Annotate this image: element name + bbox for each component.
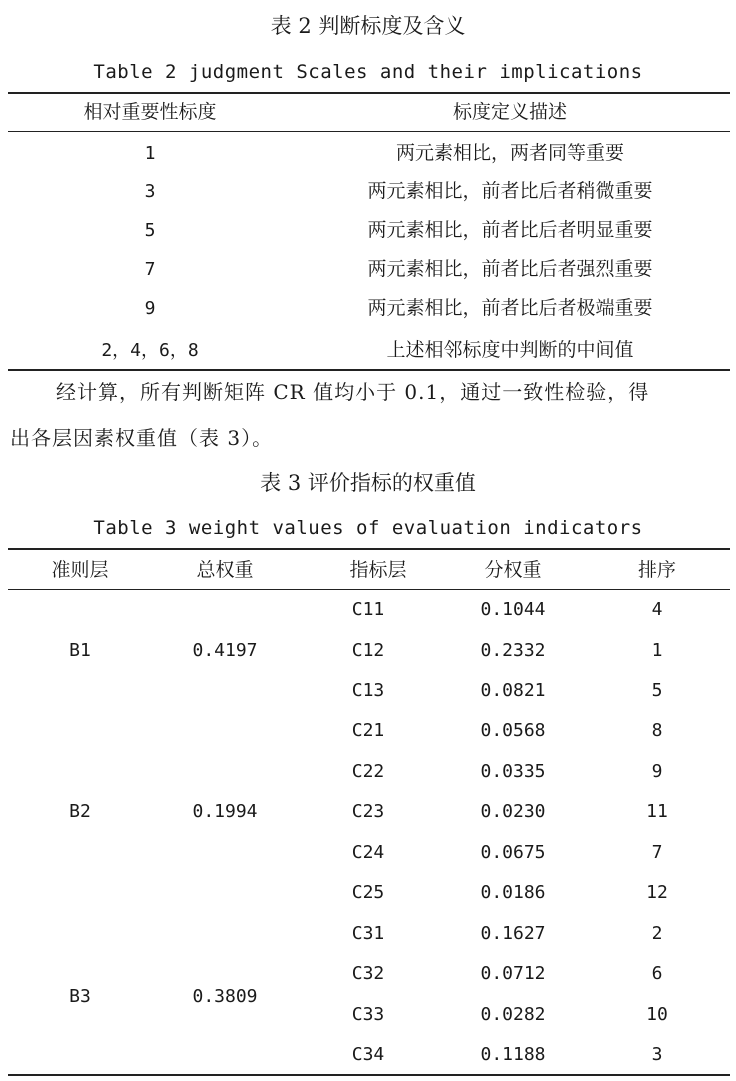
body-paragraph-line-2: 出各层因素权重值（表 3）。 (10, 426, 274, 450)
table3-criterion-cell: B3 (69, 986, 91, 1007)
table3-rank-cell: 2 (651, 923, 663, 944)
table3-indicator-cell: C31 (351, 923, 385, 944)
table3-indicator-cell: C33 (351, 1004, 385, 1025)
table3-indicator-cell: C32 (351, 963, 385, 984)
table3-sub-weight-cell: 0.0675 (480, 842, 546, 863)
table3-indicator-cell: C11 (351, 599, 385, 620)
table3-indicator-cell: C24 (351, 842, 385, 863)
table3-indicator-cell: C34 (351, 1044, 385, 1065)
table3-criterion-cell: B2 (69, 801, 91, 822)
table3-indicator-cell: C25 (351, 882, 385, 903)
table3-rank-cell: 1 (651, 640, 663, 661)
table3-sub-weight-cell: 0.1627 (480, 923, 546, 944)
table3-rank-cell: 4 (651, 599, 663, 620)
table3-sub-weight-cell: 0.1044 (480, 599, 546, 620)
table2-row-scale: 1 (144, 143, 156, 164)
table3-header-criterion: 准则层 (51, 559, 109, 581)
table3-sub-weight-cell: 0.0712 (480, 963, 546, 984)
table2-row-scale: 2，4，6，8 (101, 340, 199, 361)
table2-row-scale: 9 (144, 298, 156, 319)
table3-header-total-weight: 总权重 (196, 559, 254, 581)
table3-header-rule (8, 589, 730, 590)
table2-row-definition: 两元素相比，两者同等重要 (395, 142, 624, 164)
table2-row-definition: 两元素相比，前者比后者极端重要 (367, 297, 653, 319)
table3-indicator-cell: C23 (351, 801, 385, 822)
table3-sub-weight-cell: 0.1188 (480, 1044, 546, 1065)
table3-header-indicator: 指标层 (349, 559, 407, 581)
table2-header-definition: 标度定义描述 (452, 101, 567, 123)
table3-indicator-cell: C13 (351, 680, 385, 701)
table3-top-rule (8, 548, 730, 550)
table3-indicator-cell: C22 (351, 761, 385, 782)
table2-row-scale: 3 (144, 181, 156, 202)
table3-criterion-cell: B1 (69, 640, 91, 661)
table3-rank-cell: 12 (646, 882, 668, 903)
table2-top-rule (8, 92, 730, 94)
table3-total-weight-cell: 0.3809 (192, 986, 258, 1007)
table2-row-definition: 两元素相比，前者比后者稍微重要 (367, 180, 653, 202)
table2-row-definition: 上述相邻标度中判断的中间值 (386, 339, 634, 361)
table3-sub-weight-cell: 0.0821 (480, 680, 546, 701)
table3-rank-cell: 5 (651, 680, 663, 701)
table3-header-rank: 排序 (637, 559, 676, 581)
table3-sub-weight-cell: 0.0568 (480, 720, 546, 741)
table3-total-weight-cell: 0.4197 (192, 640, 258, 661)
table2-bottom-rule (8, 369, 730, 371)
table2-row-definition: 两元素相比，前者比后者明显重要 (367, 219, 653, 241)
table3-sub-weight-cell: 0.0186 (480, 882, 546, 903)
table2-caption-cn: 表 2 判断标度及含义 (270, 14, 466, 38)
table2-caption-en: Table 2 judgment Scales and their implications (93, 61, 643, 83)
table3-rank-cell: 9 (651, 761, 663, 782)
table2-header-scale: 相对重要性标度 (83, 101, 217, 123)
body-paragraph-line-1: 经计算，所有判断矩阵 CR 值均小于 0.1，通过一致性检验，得 (56, 380, 650, 404)
table3-rank-cell: 3 (651, 1044, 663, 1065)
table3-bottom-rule (8, 1074, 730, 1076)
table3-rank-cell: 10 (646, 1004, 668, 1025)
table3-caption-cn: 表 3 评价指标的权重值 (260, 471, 476, 495)
table3-rank-cell: 7 (651, 842, 663, 863)
table2-row-scale: 7 (144, 259, 156, 280)
table3-indicator-cell: C12 (351, 640, 385, 661)
table3-total-weight-cell: 0.1994 (192, 801, 258, 822)
table3-sub-weight-cell: 0.0282 (480, 1004, 546, 1025)
table3-caption-en: Table 3 weight values of evaluation indicators (93, 517, 643, 539)
table2-row-scale: 5 (144, 220, 156, 241)
table2-row-definition: 两元素相比，前者比后者强烈重要 (367, 258, 653, 280)
table3-rank-cell: 11 (646, 801, 668, 822)
table3-rank-cell: 8 (651, 720, 663, 741)
table3-sub-weight-cell: 0.0230 (480, 801, 546, 822)
table2-header-rule (8, 131, 730, 132)
table3-header-sub-weight: 分权重 (484, 559, 542, 581)
table3-sub-weight-cell: 0.2332 (480, 640, 546, 661)
table3-indicator-cell: C21 (351, 720, 385, 741)
table3-rank-cell: 6 (651, 963, 663, 984)
table3-sub-weight-cell: 0.0335 (480, 761, 546, 782)
